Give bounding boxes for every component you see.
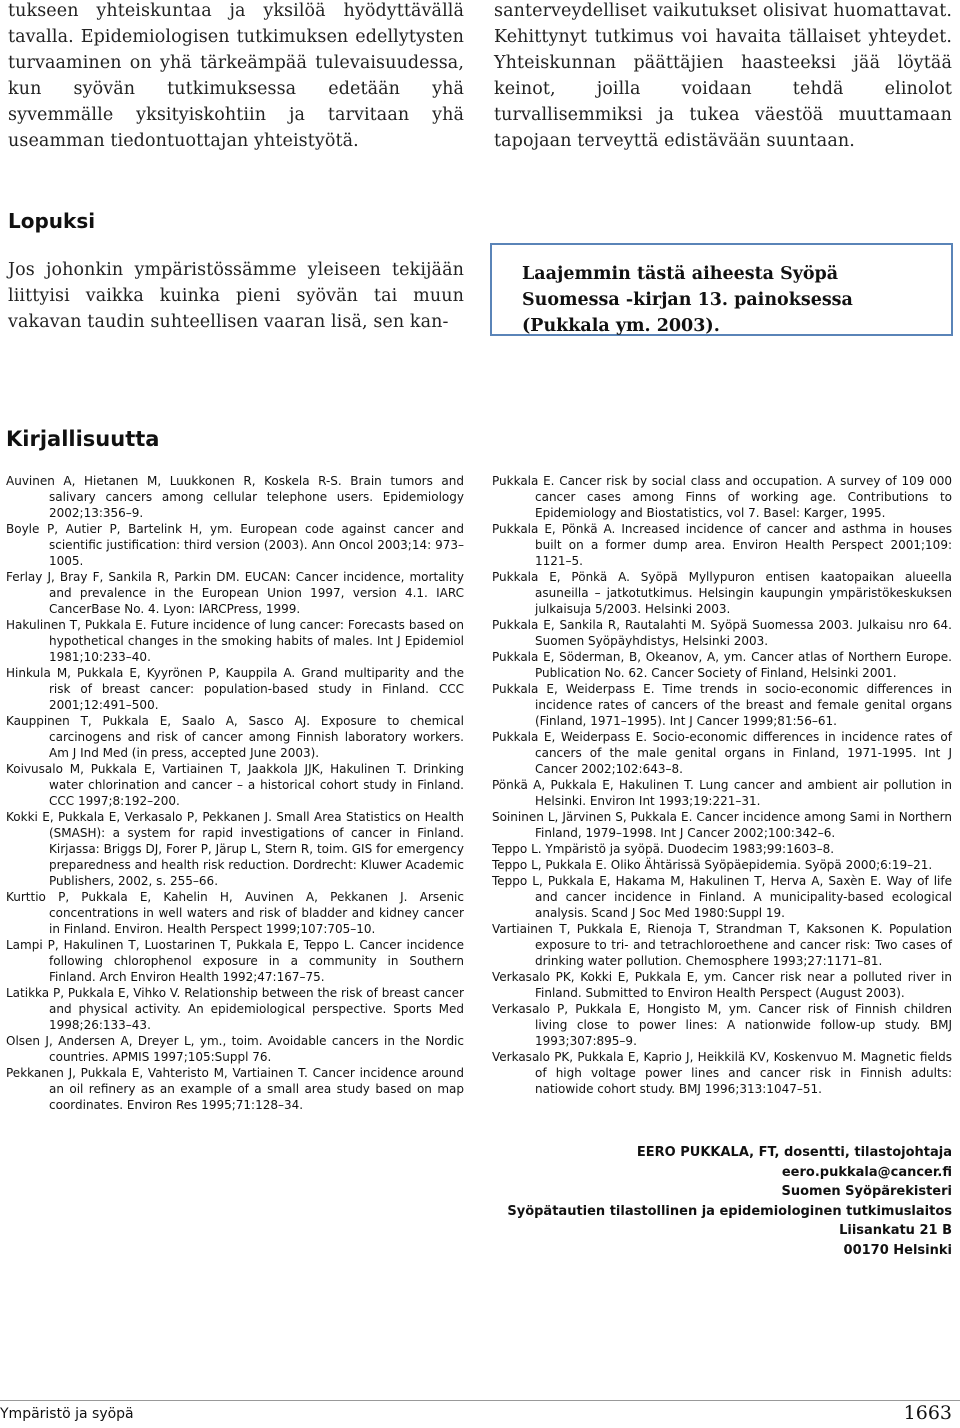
callout-text: Laajemmin tästä aiheesta Syöpä Suomessa -kirjan 13. painoksessa (Pukkala ym. 2003). <box>522 264 853 336</box>
section-heading-lopuksi: Lopuksi <box>8 209 96 233</box>
reference-entry: Soininen L, Järvinen S, Pukkala E. Cancer incidence among Sami in Northern Finland, 1979–1998. Int J Cancer 2002;100:342–6. <box>492 810 952 840</box>
body-paragraph-top-right: santerveydelliset vaikutukset olisivat huomattavat. Kehittynyt tutkimus voi havaita tällaiset yhteydet. Yhteiskunnan päättäjien haasteeksi jää löytää keinot, joilla voidaan tehdä elinolot turvallisemmiksi ja tukea väestöä muuttamaan tapojaan terveyttä edistävään suuntaan. <box>494 1 952 151</box>
reference-entry: Pukkala E, Weiderpass E. Time trends in socio-economic differences in incidence rates of cancers of the breast and female genital organs (Finland, 1971–1995). Int J Cancer 1999;81:56–61. <box>492 682 952 728</box>
reference-entry: Kauppinen T, Pukkala E, Saalo A, Sasco AJ. Exposure to chemical carcinogens and risk of cancer among Finnish laboratory workers. Am J Ind Med (in press, accepted June 2003). <box>6 714 464 760</box>
footer-journal-title: Ympäristö ja syöpä <box>0 1406 134 1422</box>
author-email: eero.pukkala@cancer.fi <box>781 1164 952 1180</box>
section-heading-references: Kirjallisuutta <box>6 427 160 451</box>
reference-entry: Pukkala E. Cancer risk by social class and occupation. A survey of 109 000 cancer cases among Finns of working age. Contributions to Epidemiology and Biostatistics, vol 7. Basel: Karger, 1995. <box>492 474 952 520</box>
reference-entry: Boyle P, Autier P, Bartelink H, ym. European code against cancer and scientific justification: third version (2003). Ann Oncol 2003;14: 973–1005. <box>6 522 464 568</box>
reference-entry: Hakulinen T, Pukkala E. Future incidence of lung cancer: Forecasts based on hypothetical changes in the smoking habits of males. Int J Epidemiol 1981;10:233–40. <box>6 618 464 664</box>
reference-entry: Vartiainen T, Pukkala E, Rienoja T, Strandman T, Kaksonen K. Population exposure to tri- and tetrachloroethene and cancer risk: Two cases of drinking water pollution. Chemosphere 1993;27:1171–81. <box>492 922 952 968</box>
author-city: 00170 Helsinki <box>843 1242 952 1258</box>
reference-entry: Pekkanen J, Pukkala E, Vahteristo M, Vartiainen T. Cancer incidence around an oil refinery as an example of a small area study based on map coordinates. Environ Res 1995;71:128–34. <box>6 1066 464 1112</box>
references-list-left <box>6 473 464 1113</box>
reference-entry: Pukkala E, Pönkä A. Syöpä Myllypuron entisen kaatopaikan alueella asuneilla – jatkotutkimus. Helsingin kaupungin ympäristökeskuksen julkaisuja 5/2003. Helsinki 2003. <box>492 570 952 616</box>
references-list-right <box>492 473 952 1097</box>
reference-entry: Teppo L. Ympäristö ja syöpä. Duodecim 1983;99:1603–8. <box>492 842 835 856</box>
author-name: EERO PUKKALA, FT, dosentti, tilastojohtaja <box>636 1145 952 1160</box>
reference-entry: Pönkä A, Pukkala E, Hakulinen T. Lung cancer and ambient air pollution in Helsinki. Environ Int 1993;19:221–31. <box>492 778 952 808</box>
body-paragraph-lopuksi: Jos johonkin ympäristössämme yleiseen tekijään liittyisi vaikka kuinka pieni syövän tai muun vakavan taudin suhteellisen vaaran lisä, sen kan- <box>8 260 464 332</box>
reference-entry: Ferlay J, Bray F, Sankila R, Parkin DM. EUCAN: Cancer incidence, mortality and prevalence in the European Union 1997, version 4.1. IARC CancerBase No. 4. Lyon: IARCPress, 1999. <box>6 570 464 616</box>
reference-entry: Verkasalo P, Pukkala E, Hongisto M, ym. Cancer risk of Finnish children living close to power lines: A nationwide follow-up study. BMJ 1993;307:895–9. <box>492 1002 952 1048</box>
reference-entry: Pukkala E, Sankila R, Rautalahti M. Syöpä Suomessa 2003. Julkaisu nro 64. Suomen Syöpäyhdistys, Helsinki 2003. <box>492 618 952 648</box>
reference-entry: Pukkala E, Pönkä A. Increased incidence of cancer and asthma in houses built on a former dump area. Environ Health Perspect 2001;109: 1121–5. <box>492 522 952 568</box>
reference-entry: Koivusalo M, Pukkala E, Vartiainen T, Jaakkola JJK, Hakulinen T. Drinking water chlorination and cancer – a historical cohort study in Finland. CCC 1997;8:192–200. <box>6 762 464 808</box>
body-paragraph-top-left: tukseen yhteiskuntaa ja yksilöä hyödyttävällä tavalla. Epidemiologisen tutkimuksen edellytysten turvaaminen on yhä tärkeämpää tulevaisuudessa, kun syövän tutkimuksessa edetään yhä syvemmälle yksityiskohtiin ja tarvitaan yhä useamman tiedontuottajan yhteistyötä. <box>8 1 464 151</box>
footer-rule <box>0 1400 960 1401</box>
reference-entry: Kokki E, Pukkala E, Verkasalo P, Pekkanen J. Small Area Statistics on Health (SMASH): a system for rapid investigations of cancer in Finland. Kirjassa: Briggs DJ, Forer P, Järup L, Stern R, toim. GIS for emergency preparedness and health risk reduction. Dordrecht: Kluwer Academic Publishers, 2002, s. 255–66. <box>6 810 464 888</box>
reference-entry: Teppo L, Pukkala E. Oliko Ähtärissä Syöpäepidemia. Syöpä 2000;6:19–21. <box>492 858 933 872</box>
callout-box <box>490 243 953 336</box>
reference-entry: Pukkala E, Söderman, B, Okeanov, A, ym. Cancer atlas of Northern Europe. Publication No. 62. Cancer Society of Finland, Helsinki 2001. <box>492 650 952 680</box>
author-block <box>432 1143 952 1260</box>
footer-page-number: 1663 <box>903 1402 952 1424</box>
author-organization: Suomen Syöpärekisteri <box>781 1184 952 1199</box>
reference-entry: Verkasalo PK, Pukkala E, Kaprio J, Heikkilä KV, Koskenvuo M. Magnetic fields of high voltage power lines and cancer risk in Finnish adults: natiowide cohort study. BMJ 1996;313:1047–51. <box>492 1050 952 1096</box>
reference-entry: Teppo L, Pukkala E, Hakama M, Hakulinen T, Herva A, Saxèn E. Way of life and cancer incidence in Finland. A municipality-based ecological analysis. Scand J Soc Med 1980:Suppl 19. <box>492 874 952 920</box>
reference-entry: Verkasalo PK, Kokki E, Pukkala E, ym. Cancer risk near a polluted river in Finland. Submitted to Environ Health Perspect (August 2003). <box>492 970 952 1000</box>
reference-entry: Pukkala E, Weiderpass E. Socio-economic differences in incidence rates of cancers of the male genital organs in Finland, 1971-1995. Int J Cancer 2002;102:643–8. <box>492 730 952 776</box>
reference-entry: Lampi P, Hakulinen T, Luostarinen T, Pukkala E, Teppo L. Cancer incidence following chlorophenol exposure in a community in Southern Finland. Arch Environ Health 1992;47:167–75. <box>6 938 464 984</box>
author-institute: Syöpätautien tilastollinen ja epidemiologinen tutkimuslaitos <box>507 1203 952 1219</box>
reference-entry: Hinkula M, Pukkala E, Kyyrönen P, Kauppila A. Grand multiparity and the risk of breast cancer: population-based study in Finland. CCC 2001;12:491–500. <box>6 666 464 712</box>
reference-entry: Olsen J, Andersen A, Dreyer L, ym., toim. Avoidable cancers in the Nordic countries. APMIS 1997;105:Suppl 76. <box>6 1034 464 1064</box>
reference-entry: Auvinen A, Hietanen M, Luukkonen R, Koskela R-S. Brain tumors and salivary cancers among cellular telephone users. Epidemiology 2002;13:356–9. <box>6 474 464 520</box>
reference-entry: Latikka P, Pukkala E, Vihko V. Relationship between the risk of breast cancer and physical activity. An epidemiological perspective. Sports Med 1998;26:133–43. <box>6 986 464 1032</box>
author-street: Liisankatu 21 B <box>839 1223 952 1238</box>
reference-entry: Kurttio P, Pukkala E, Kahelin H, Auvinen A, Pekkanen J. Arsenic concentrations in well waters and risk of bladder and kidney cancer in Finland. Environ. Health Perspect 1999;107:705–10. <box>6 890 464 936</box>
